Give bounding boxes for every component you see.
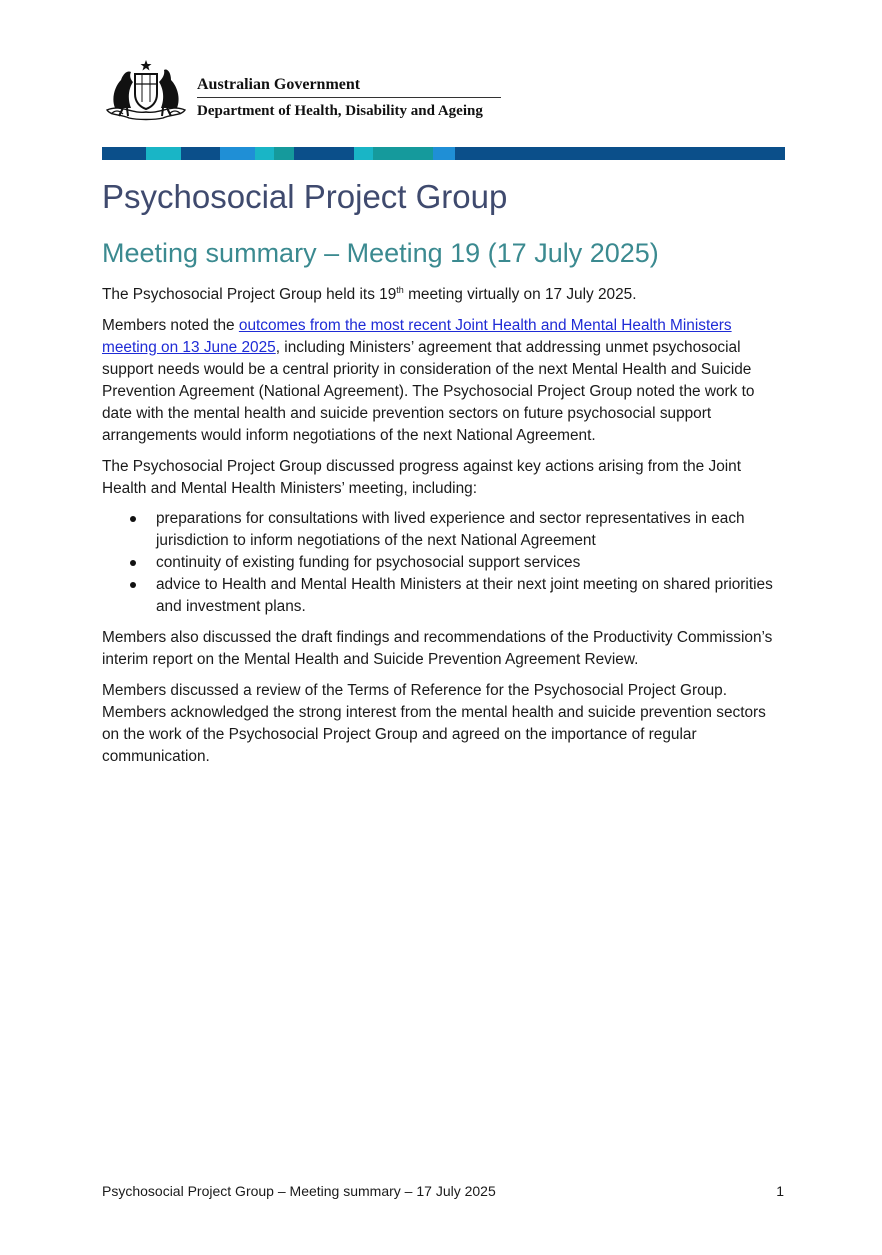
list-item: preparations for consultations with lived experience and sector representatives in each jurisdiction to inform negotiations of the next National Agreement — [156, 508, 786, 552]
ordinal-suffix: th — [396, 285, 404, 295]
stripe-segment — [102, 147, 146, 160]
stripe-segment — [181, 147, 220, 160]
page-subtitle: Meeting summary – Meeting 19 (17 July 2025) — [102, 238, 659, 268]
document-body — [102, 284, 786, 777]
key-actions-list — [102, 508, 786, 618]
government-header — [101, 58, 521, 128]
page-footer — [102, 1183, 784, 1199]
page-number: 1 — [776, 1183, 784, 1199]
stripe-segment — [373, 147, 433, 160]
stripe-segment — [354, 147, 373, 160]
stripe-segment — [455, 147, 785, 160]
coat-of-arms-logo — [101, 58, 191, 122]
list-item: advice to Health and Mental Health Ministers at their next joint meeting on shared priorities and investment plans. — [156, 574, 786, 618]
stripe-segment — [274, 147, 294, 160]
paragraph-progress: The Psychosocial Project Group discussed progress against key actions arising from the Joint Health and Mental Health Ministers’ meeting, including: — [102, 458, 742, 497]
stripe-segment — [220, 147, 255, 160]
footer-text: Psychosocial Project Group – Meeting summary – 17 July 2025 — [102, 1183, 496, 1199]
header-divider — [197, 97, 501, 98]
government-name: Australian Government — [197, 76, 361, 93]
paragraph-terms-of-reference: Members discussed a review of the Terms of Reference for the Psychosocial Project Group. Members acknowledged the strong interest from the mental health and suicide prevention sectors on the work of the Psychosocial Project Group and agreed on the importance of regular communication. — [102, 682, 766, 765]
paragraph-productivity-commission: Members also discussed the draft findings and recommendations of the Productivity Commission’s interim report on the Mental Health and Suicide Prevention Agreement Review. — [102, 629, 773, 668]
department-name: Department of Health, Disability and Ageing — [197, 103, 483, 119]
stripe-segment — [255, 147, 274, 160]
page-title: Psychosocial Project Group — [102, 178, 508, 215]
outcomes-link[interactable]: outcomes from the most recent Joint Health and Mental Health Ministers meeting on 13 June 2025 — [102, 317, 732, 356]
stripe-segment — [146, 147, 181, 160]
stripe-segment — [433, 147, 455, 160]
paragraph-outcomes: Members noted the outcomes from the most recent Joint Health and Mental Health Ministers meeting on 13 June 2025, including Ministers’ agreement that addressing unmet psychosocial support needs would be a central priority in consideration of the next Mental Health and Suicide Prevention Agreement (National Agreement). The Psychosocial Project Group noted the work to date with the mental health and suicide prevention sectors on future psychosocial support arrangements would inform negotiations of the next National Agreement. — [102, 317, 755, 444]
paragraph-meeting-held: The Psychosocial Project Group held its 19th meeting virtually on 17 July 2025. — [102, 285, 637, 303]
brand-stripe — [102, 147, 785, 160]
stripe-segment — [294, 147, 354, 160]
list-item: continuity of existing funding for psychosocial support services — [156, 552, 786, 574]
